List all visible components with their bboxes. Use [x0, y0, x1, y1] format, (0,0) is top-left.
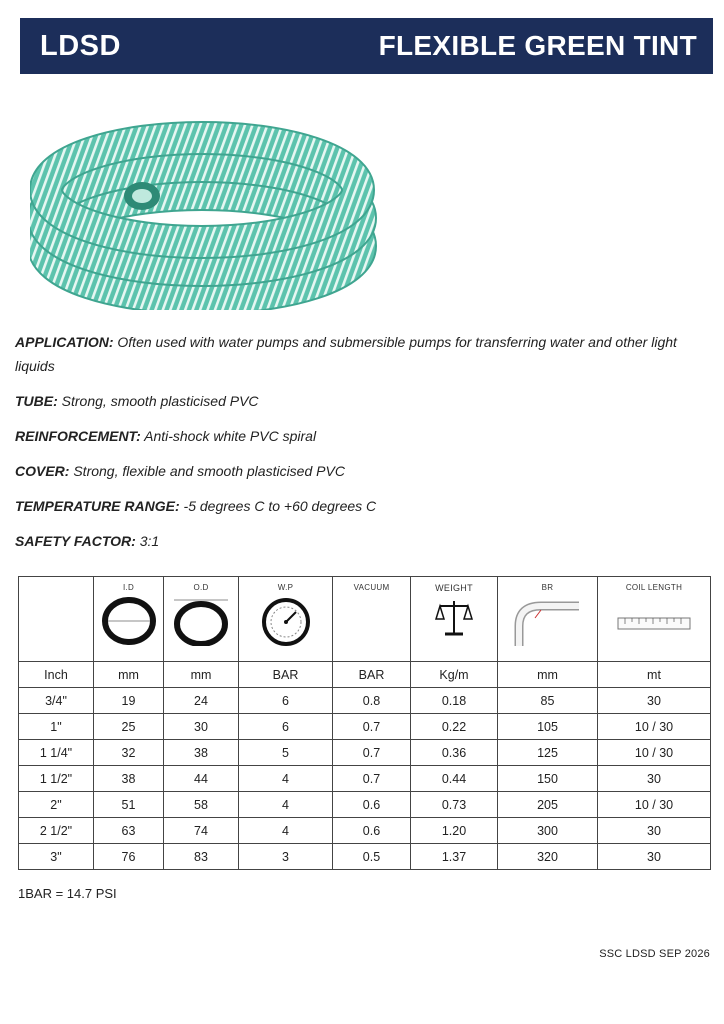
table-cell: 3/4"	[19, 688, 94, 714]
hose-coil-image	[30, 98, 380, 310]
table-cell: 300	[498, 818, 598, 844]
unit-cell: BAR	[239, 662, 333, 688]
table-cell: 10 / 30	[598, 714, 711, 740]
unit-cell: mt	[598, 662, 711, 688]
table-row	[19, 714, 711, 740]
table-cell: 10 / 30	[598, 792, 711, 818]
spec-label: REINFORCEMENT:	[15, 428, 141, 444]
spec-value: Often used with water pumps and submersible pumps for transferring water and other light liquids	[15, 334, 677, 374]
product-title: FLEXIBLE GREEN TINT	[378, 30, 697, 61]
conversion-note: 1BAR = 14.7 PSI	[18, 886, 117, 901]
table-cell: 205	[498, 792, 598, 818]
table-cell: 30	[598, 688, 711, 714]
table-cell: 6	[239, 714, 333, 740]
spec-label: APPLICATION:	[15, 334, 114, 350]
table-cell: 38	[164, 740, 239, 766]
spec-list	[15, 330, 705, 564]
table-cell: 3	[239, 844, 333, 870]
unit-cell: mm	[164, 662, 239, 688]
inner-diameter-icon	[100, 596, 158, 646]
table-cell: 30	[598, 844, 711, 870]
table-cell: 1.20	[411, 818, 498, 844]
table-cell: 0.7	[333, 714, 411, 740]
spec-tube	[15, 389, 705, 413]
table-cell: 30	[598, 818, 711, 844]
bend-radius-icon	[511, 596, 585, 648]
table-cell: 150	[498, 766, 598, 792]
table-cell: 74	[164, 818, 239, 844]
ruler-icon	[615, 604, 693, 644]
table-cell: 4	[239, 792, 333, 818]
table-cell: 0.6	[333, 818, 411, 844]
table-cell: 125	[498, 740, 598, 766]
table-cell: 0.73	[411, 792, 498, 818]
icon-cell	[333, 577, 411, 662]
unit-cell: BAR	[333, 662, 411, 688]
table-cell: 63	[94, 818, 164, 844]
unit-cell: Kg/m	[411, 662, 498, 688]
table-cell: 2"	[19, 792, 94, 818]
spec-temperature	[15, 494, 705, 518]
table-cell: 19	[94, 688, 164, 714]
icon-cell	[411, 577, 498, 662]
table-cell: 10 / 30	[598, 740, 711, 766]
table-cell: 105	[498, 714, 598, 740]
table-cell: 0.7	[333, 740, 411, 766]
spec-safety-factor	[15, 529, 705, 553]
table-cell: 320	[498, 844, 598, 870]
table-cell: 30	[164, 714, 239, 740]
table-row	[19, 740, 711, 766]
spec-reinforcement	[15, 424, 705, 448]
table-cell: 85	[498, 688, 598, 714]
size-table	[18, 576, 711, 870]
table-cell: 0.8	[333, 688, 411, 714]
spec-cover	[15, 459, 705, 483]
table-cell: 30	[598, 766, 711, 792]
spec-value: Strong, smooth plasticised PVC	[57, 393, 259, 409]
spec-value: Strong, flexible and smooth plasticised PVC	[69, 463, 345, 479]
table-cell: 0.6	[333, 792, 411, 818]
column-caption: WEIGHT	[435, 583, 473, 593]
scale-icon	[434, 597, 474, 639]
spec-value: 3:1	[135, 533, 160, 549]
table-cell: 24	[164, 688, 239, 714]
table-cell: 2 1/2"	[19, 818, 94, 844]
table-cell: 4	[239, 766, 333, 792]
unit-row	[19, 662, 711, 688]
unit-cell: mm	[94, 662, 164, 688]
icon-cell	[598, 577, 711, 662]
pressure-gauge-icon	[258, 596, 314, 646]
icon-row	[19, 577, 711, 662]
product-code: LDSD	[40, 29, 121, 62]
table-cell: 1.37	[411, 844, 498, 870]
column-caption: W.P	[277, 583, 294, 592]
table-cell: 0.22	[411, 714, 498, 740]
title-banner	[20, 18, 713, 74]
icon-cell	[94, 577, 164, 662]
outer-diameter-icon	[170, 596, 232, 646]
unit-cell: Inch	[19, 662, 94, 688]
table-cell: 58	[164, 792, 239, 818]
table-cell: 4	[239, 818, 333, 844]
document-reference: SSC LDSD SEP 2026	[599, 948, 710, 960]
table-cell: 83	[164, 844, 239, 870]
column-caption: I.D	[122, 583, 135, 592]
spec-label: TEMPERATURE RANGE:	[15, 498, 180, 514]
icon-cell	[239, 577, 333, 662]
icon-cell	[164, 577, 239, 662]
table-cell: 25	[94, 714, 164, 740]
table-row	[19, 818, 711, 844]
column-caption: O.D	[193, 583, 209, 592]
table-cell: 51	[94, 792, 164, 818]
column-caption: VACUUM	[353, 583, 390, 592]
table-row	[19, 844, 711, 870]
spec-label: COVER:	[15, 463, 70, 479]
spec-application	[15, 330, 705, 378]
table-cell: 1"	[19, 714, 94, 740]
icon-cell	[19, 577, 94, 662]
table-cell: 1 1/4"	[19, 740, 94, 766]
table-row	[19, 792, 711, 818]
spec-label: TUBE:	[15, 393, 58, 409]
spec-value: Anti-shock white PVC spiral	[140, 428, 317, 444]
table-cell: 76	[94, 844, 164, 870]
table-cell: 44	[164, 766, 239, 792]
table-cell: 6	[239, 688, 333, 714]
column-caption: COIL LENGTH	[625, 583, 683, 592]
table-cell: 38	[94, 766, 164, 792]
table-row	[19, 688, 711, 714]
unit-cell: mm	[498, 662, 598, 688]
table-cell: 0.5	[333, 844, 411, 870]
table-cell: 32	[94, 740, 164, 766]
table-cell: 0.36	[411, 740, 498, 766]
table-cell: 3"	[19, 844, 94, 870]
table-cell: 0.7	[333, 766, 411, 792]
column-caption: BR	[541, 583, 554, 592]
spec-label: SAFETY FACTOR:	[15, 533, 136, 549]
table-row	[19, 766, 711, 792]
table-cell: 0.18	[411, 688, 498, 714]
table-cell: 1 1/2"	[19, 766, 94, 792]
spec-value: -5 degrees C to +60 degrees C	[179, 498, 377, 514]
icon-cell	[498, 577, 598, 662]
table-cell: 5	[239, 740, 333, 766]
table-cell: 0.44	[411, 766, 498, 792]
